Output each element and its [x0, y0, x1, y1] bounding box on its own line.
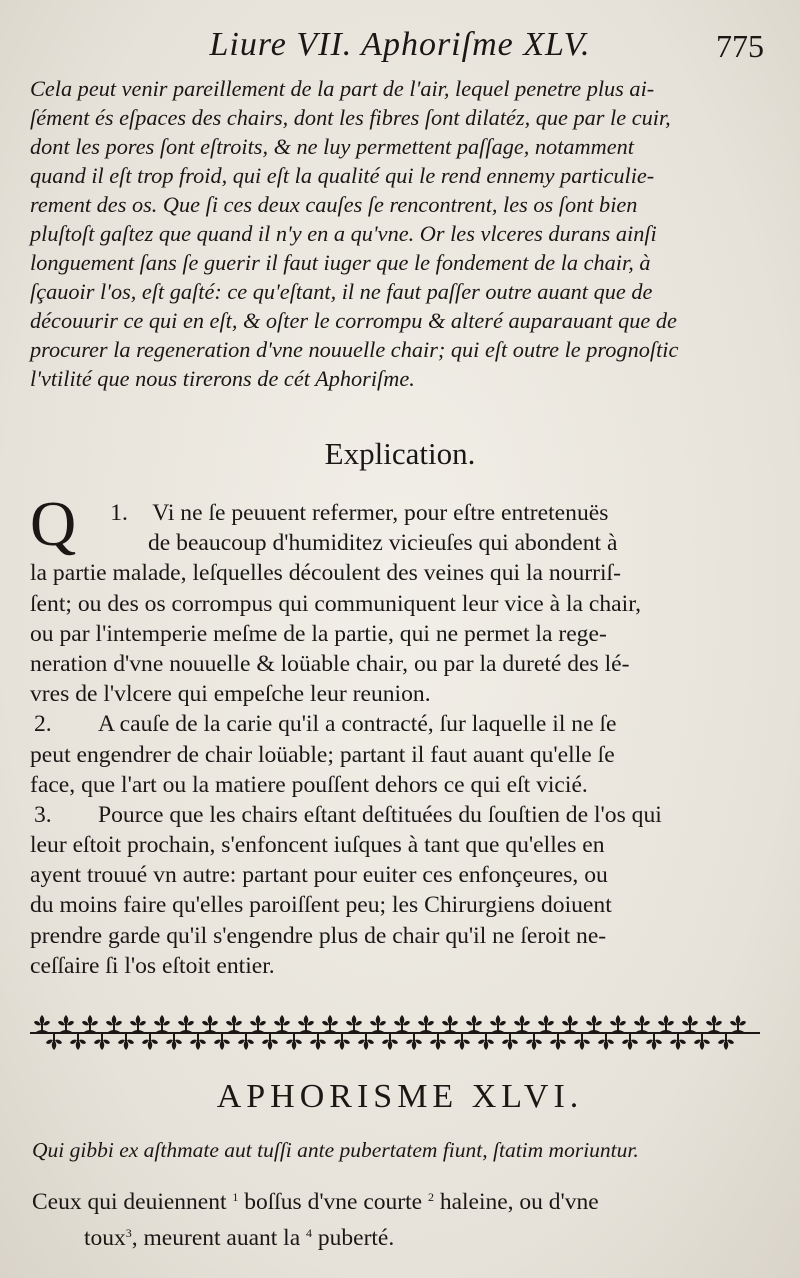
section-heading: Explication. — [324, 436, 476, 471]
text-line — [30, 800, 766, 830]
paragraph-3 — [30, 800, 766, 981]
fleuron-border-icon — [30, 1012, 760, 1054]
italic-commentary — [30, 74, 768, 393]
ornamental-band — [30, 1012, 760, 1054]
line-text: A cauſe de la carie qu'il a contracté, ſur laquelle il ne ſe — [98, 711, 617, 738]
paragraph-2 — [30, 709, 766, 800]
text-line: pluſtoſt gaſtez que quand il n'y en a qu'vne. Or les vlceres durans ainſi — [30, 221, 657, 246]
text-line: ceſſaire ſi l'os eſtoit entier. — [30, 952, 275, 979]
french-translation — [32, 1182, 762, 1254]
paragraph-1 — [30, 488, 766, 709]
line-text: Vi ne ſe peuuent refermer, pour eſtre entretenuës — [152, 500, 609, 526]
text-line — [32, 1182, 762, 1218]
line-text: , meurent auant la — [131, 1225, 301, 1251]
text-line: ſçauoir l'os, eſt gaſté: ce qu'eſtant, il ne faut paſſer outre auant que de — [30, 279, 653, 304]
text-line: face, que l'art ou la matiere pouſſent dehors ce qui eſt vicié. — [30, 771, 588, 798]
page-number: 775 — [716, 28, 764, 64]
running-head: Liure VII. Aphoriſme XLV. — [209, 26, 591, 63]
text-line: dont les pores ſont eſtroits, & ne luy permettent paſſage, notamment — [30, 134, 634, 159]
text-line: procurer la regeneration d'vne nouuelle chair; qui eſt outre le prognoſtic — [30, 337, 679, 362]
text-line: rement des os. Que ſi ces deux cauſes ſe rencontrent, les os ſont bien — [30, 192, 638, 217]
text-line: ayent trouué vn autre: partant pour euiter ces enfonçeures, ou — [30, 862, 608, 889]
drop-capital: Q — [30, 488, 77, 559]
text-line: du moins faire qu'elles paroiſſent peu; les Chirurgiens doiuent — [30, 892, 612, 919]
line-text: Pource que les chairs eſtant deſtituées du ſouſtien de l'os qui — [98, 801, 662, 828]
text-line: l'vtilité que nous tirerons de cét Aphoriſme. — [30, 366, 415, 391]
line-text: toux — [84, 1225, 126, 1251]
note-marker: 2 — [427, 1190, 434, 1204]
aphorism-title: APHORISME XLVI. — [216, 1078, 584, 1115]
text-line — [30, 528, 766, 558]
text-line: leur eſtoit prochain, s'enfoncent iuſques à tant que qu'elles en — [30, 832, 605, 859]
text-line: vres de l'vlcere qui empeſche leur reunion. — [30, 681, 431, 708]
line-text: Ceux qui deuiennent — [32, 1189, 227, 1215]
text-line: la partie malade, leſquelles découlent des veines qui la nourriſ- — [30, 560, 621, 587]
text-line: ou par l'intemperie meſme de la partie, qui ne permet la rege- — [30, 620, 607, 647]
text-line: neration d'vne nouuelle & loüable chair, ou par la dureté des lé- — [30, 650, 630, 677]
line-text: puberté. — [317, 1225, 395, 1251]
page-header — [30, 26, 770, 70]
line-text: de beaucoup d'humiditez vicieuſes qui abondent à — [148, 530, 618, 557]
text-line — [30, 709, 766, 739]
text-line — [32, 1218, 762, 1254]
note-marker: 1 — [232, 1190, 239, 1204]
text-line: longuement ſans ſe guerir il faut iuger que le fondement de la chair, à — [30, 250, 651, 275]
note-marker: 4 — [306, 1226, 313, 1240]
paragraph-number: 2. — [34, 711, 52, 738]
explication-body — [30, 488, 766, 981]
text-line: quand il eſt trop froid, qui eſt la qualité qui le rend ennemy particulie- — [30, 163, 655, 188]
paragraph-number: 1. — [110, 500, 128, 526]
text-line: Cela peut venir pareillement de la part de l'air, lequel penetre plus ai- — [30, 76, 655, 101]
text-line: ſément és eſpaces des chairs, dont les fibres ſont dilatéz, que par le cuir, — [30, 105, 671, 130]
note-marker: 3 — [125, 1226, 132, 1240]
line-text: boſſus d'vne courte — [244, 1189, 423, 1215]
paragraph-number: 3. — [34, 801, 52, 828]
text-line: prendre garde qu'il s'engendre plus de chair qu'il ne ſeroit ne- — [30, 922, 607, 949]
latin-aphorism: Qui gibbi ex aſthmate aut tuſſi ante pubertatem fiunt, ſtatim moriuntur. — [32, 1138, 639, 1162]
line-text: haleine, ou d'vne — [439, 1189, 599, 1215]
text-line: découurir ce qui en eſt, & oſter le corrompu & alteré auparauant que de — [30, 308, 677, 333]
text-line: ſent; ou des os corrompus qui communiquent leur vice à la chair, — [30, 590, 642, 617]
text-line: peut engendrer de chair loüable; partant il faut auant qu'elle ſe — [30, 741, 615, 768]
